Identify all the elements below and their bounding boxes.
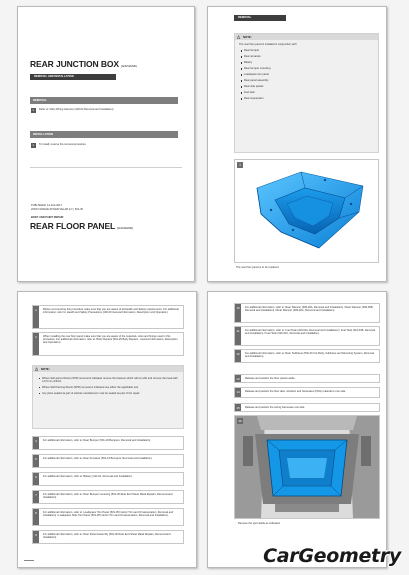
- removal-bar: REMOVAL: [30, 97, 178, 104]
- installation-bar: INSTALLATION: [30, 131, 178, 138]
- removal-step: 1. Refer to: Main Wiring Harness (418-02 Removal and Installation).: [32, 108, 115, 112]
- intro-1-ref: For additional information, refer to: Health and Safety Precautions (100-00 General Information, Description and Operation).: [43, 307, 179, 314]
- intro-1-text: Before commencing this procedure make sure that you are aware of all Health and Safety requirements.: [43, 307, 163, 311]
- step-1-illustration: [234, 159, 379, 263]
- rear-floor-panel-image: [235, 160, 378, 262]
- note-box: [32, 365, 184, 429]
- step-row: 14 Release and position the floor tabs, vibration and harnesses (NVH) material to one side.: [234, 387, 380, 398]
- step-number-badge: 16: [238, 419, 242, 423]
- note-box: [234, 33, 379, 153]
- intro-2-text: When installing the rear floor panel make sure that you are aware of the materials, tools and fixings used in this procedure.: [43, 334, 171, 341]
- document-page-3: [17, 291, 197, 568]
- note-item: Any joints sealed as part of vehicle manufacturer must be sealed as part of the repair.: [37, 392, 179, 395]
- section-title-rear-junction-box: REAR JUNCTION BOX (G4VHGSD): [30, 59, 137, 69]
- step-row: 11 For additional information, refer to: Fuel Tank (310-01A, Removal and Installation) / Fuel Tank (310-01B, Removal and Installation) / Fuel Tank (310-01C, Removal and Installation).: [234, 326, 380, 346]
- note-item: Fuel tank: [239, 91, 374, 94]
- step-row: 15 Release and position the wiring harnesses one side.: [234, 403, 380, 412]
- image-caption: The rear floor panel is to be replaced.: [236, 266, 280, 269]
- warning-triangle-icon: △: [35, 366, 39, 371]
- note-item: Rear side panels: [239, 85, 374, 88]
- section-divider: [30, 167, 182, 168]
- installation-step: 1. To install, reverse the removal procedure.: [32, 143, 87, 147]
- note-intro: The rear floor panel is installed in conjunction with:: [239, 43, 298, 46]
- step-number-badge: 1: [237, 162, 243, 168]
- document-page-4: [207, 291, 387, 568]
- image-caption: Remove the spot welds as indicated.: [238, 522, 281, 525]
- note-item: Where Self-pierce Rivets (SPR) removal is indicated remove the fastener which will cut with and remove the head with a 6.5 mm drill bit.: [37, 377, 179, 383]
- removal-header-bar: REMOVAL: [234, 15, 286, 21]
- note-item: Rear bumper: [239, 49, 374, 52]
- document-page-2: [207, 6, 387, 282]
- publish-meta-1: PUBLISHED: 12-Feb-2017: [31, 204, 62, 207]
- step-16-illustration: [234, 415, 380, 519]
- section-title-rear-floor-panel: REAR FLOOR PANEL (G4VHGSD): [30, 221, 133, 231]
- note-item: Rear panel assembly: [239, 79, 374, 82]
- intro-step-1: 1 Before commencing this procedure make sure that you are aware of all Health and Safety requirements. For additional information, refer to: Health and Safety Precautions (100-00 General Information, Description and Operation).: [32, 305, 184, 329]
- step-row: 13 Release and position the floor panels aside.: [234, 374, 380, 383]
- footer-rule: [24, 560, 34, 561]
- step-row: 12 For additional information, refer to: Rear Subframe (502-00 Uni-Body, Subframe and Mounting System, Removal and Installation).: [234, 349, 380, 363]
- floor-spot-weld-image: [235, 416, 379, 518]
- warning-triangle-icon: △: [237, 34, 241, 39]
- body-repair-label: BODY AND PAINT REPAIR: [31, 216, 64, 219]
- watermark-logo: CarGeometry: [263, 545, 401, 567]
- intro-step-2: 2 When installing the rear floor panel make sure that you are aware of the materials, tools and fixings used in this procedure. For additional information, refer to: Body Repairs (501-25 Body Repairs - General Information, Description and Operation).: [32, 332, 184, 356]
- note-item: Battery: [239, 61, 374, 64]
- step-row: 6 For additional information, refer to: Battery (414-01, Removal and Installation).: [32, 472, 184, 486]
- step-row: 4 For additional information, refer to: Rear Bumper (501-19 Bumpers, Removal and Installation).: [32, 436, 184, 450]
- document-page-1: [17, 6, 195, 282]
- step-row: 5 For additional information, refer to: Rear Armature (501-19 Bumpers, Removal and Installation).: [32, 454, 184, 468]
- note-item: Where Self Piercing Rivets (SPR) removal is indicated use either the applicable tool.: [37, 386, 179, 389]
- note-item: Rear suspension: [239, 97, 374, 100]
- note-item: Rear bumper mounting: [239, 67, 374, 70]
- step-row: 10 For additional information, refer to: Rear Silencer (309-00A, Removal and Installation) / Rear Silencer (309-00B, Removal and Installation) / Rear Silencer (309-00C, Removal and Installation).: [234, 303, 380, 323]
- intro-2-ref: For additional information, refer to: Body Repairs (501-25 Body Repairs - General Information, Description and Operation).: [43, 337, 178, 345]
- publish-meta-2: 2018.0 RANGE ROVER VELAR (LY), 501-30: [31, 208, 83, 211]
- note-header: △ NOTE:: [33, 366, 183, 372]
- note-item: Rear armature: [239, 55, 374, 58]
- step-row: 8 For additional information, refer to: Loadspace Trim Panel (501-05 Interior Trim and Ornamentation, Removal and Installation) / Loadspace Side Trim Panel (501-05 Interior Trim and Ornamentation, Removal and Installation).: [32, 508, 184, 526]
- step-row: 7 For additional information, refer to: Rear Bumper mounting (501-30 Rear End Sheet Metal Repairs, Removal and Installation).: [32, 490, 184, 504]
- step-row: 9 For additional information, refer to: Rear Panel Assembly (501-30 Rear End Sheet Metal Repairs, Removal and Installation).: [32, 530, 184, 544]
- note-item: Loadspace trim panel: [239, 73, 374, 76]
- note-header: △ NOTE:: [235, 34, 378, 40]
- removal-installation-bar: REMOVAL AND INSTALLATION: [30, 74, 116, 80]
